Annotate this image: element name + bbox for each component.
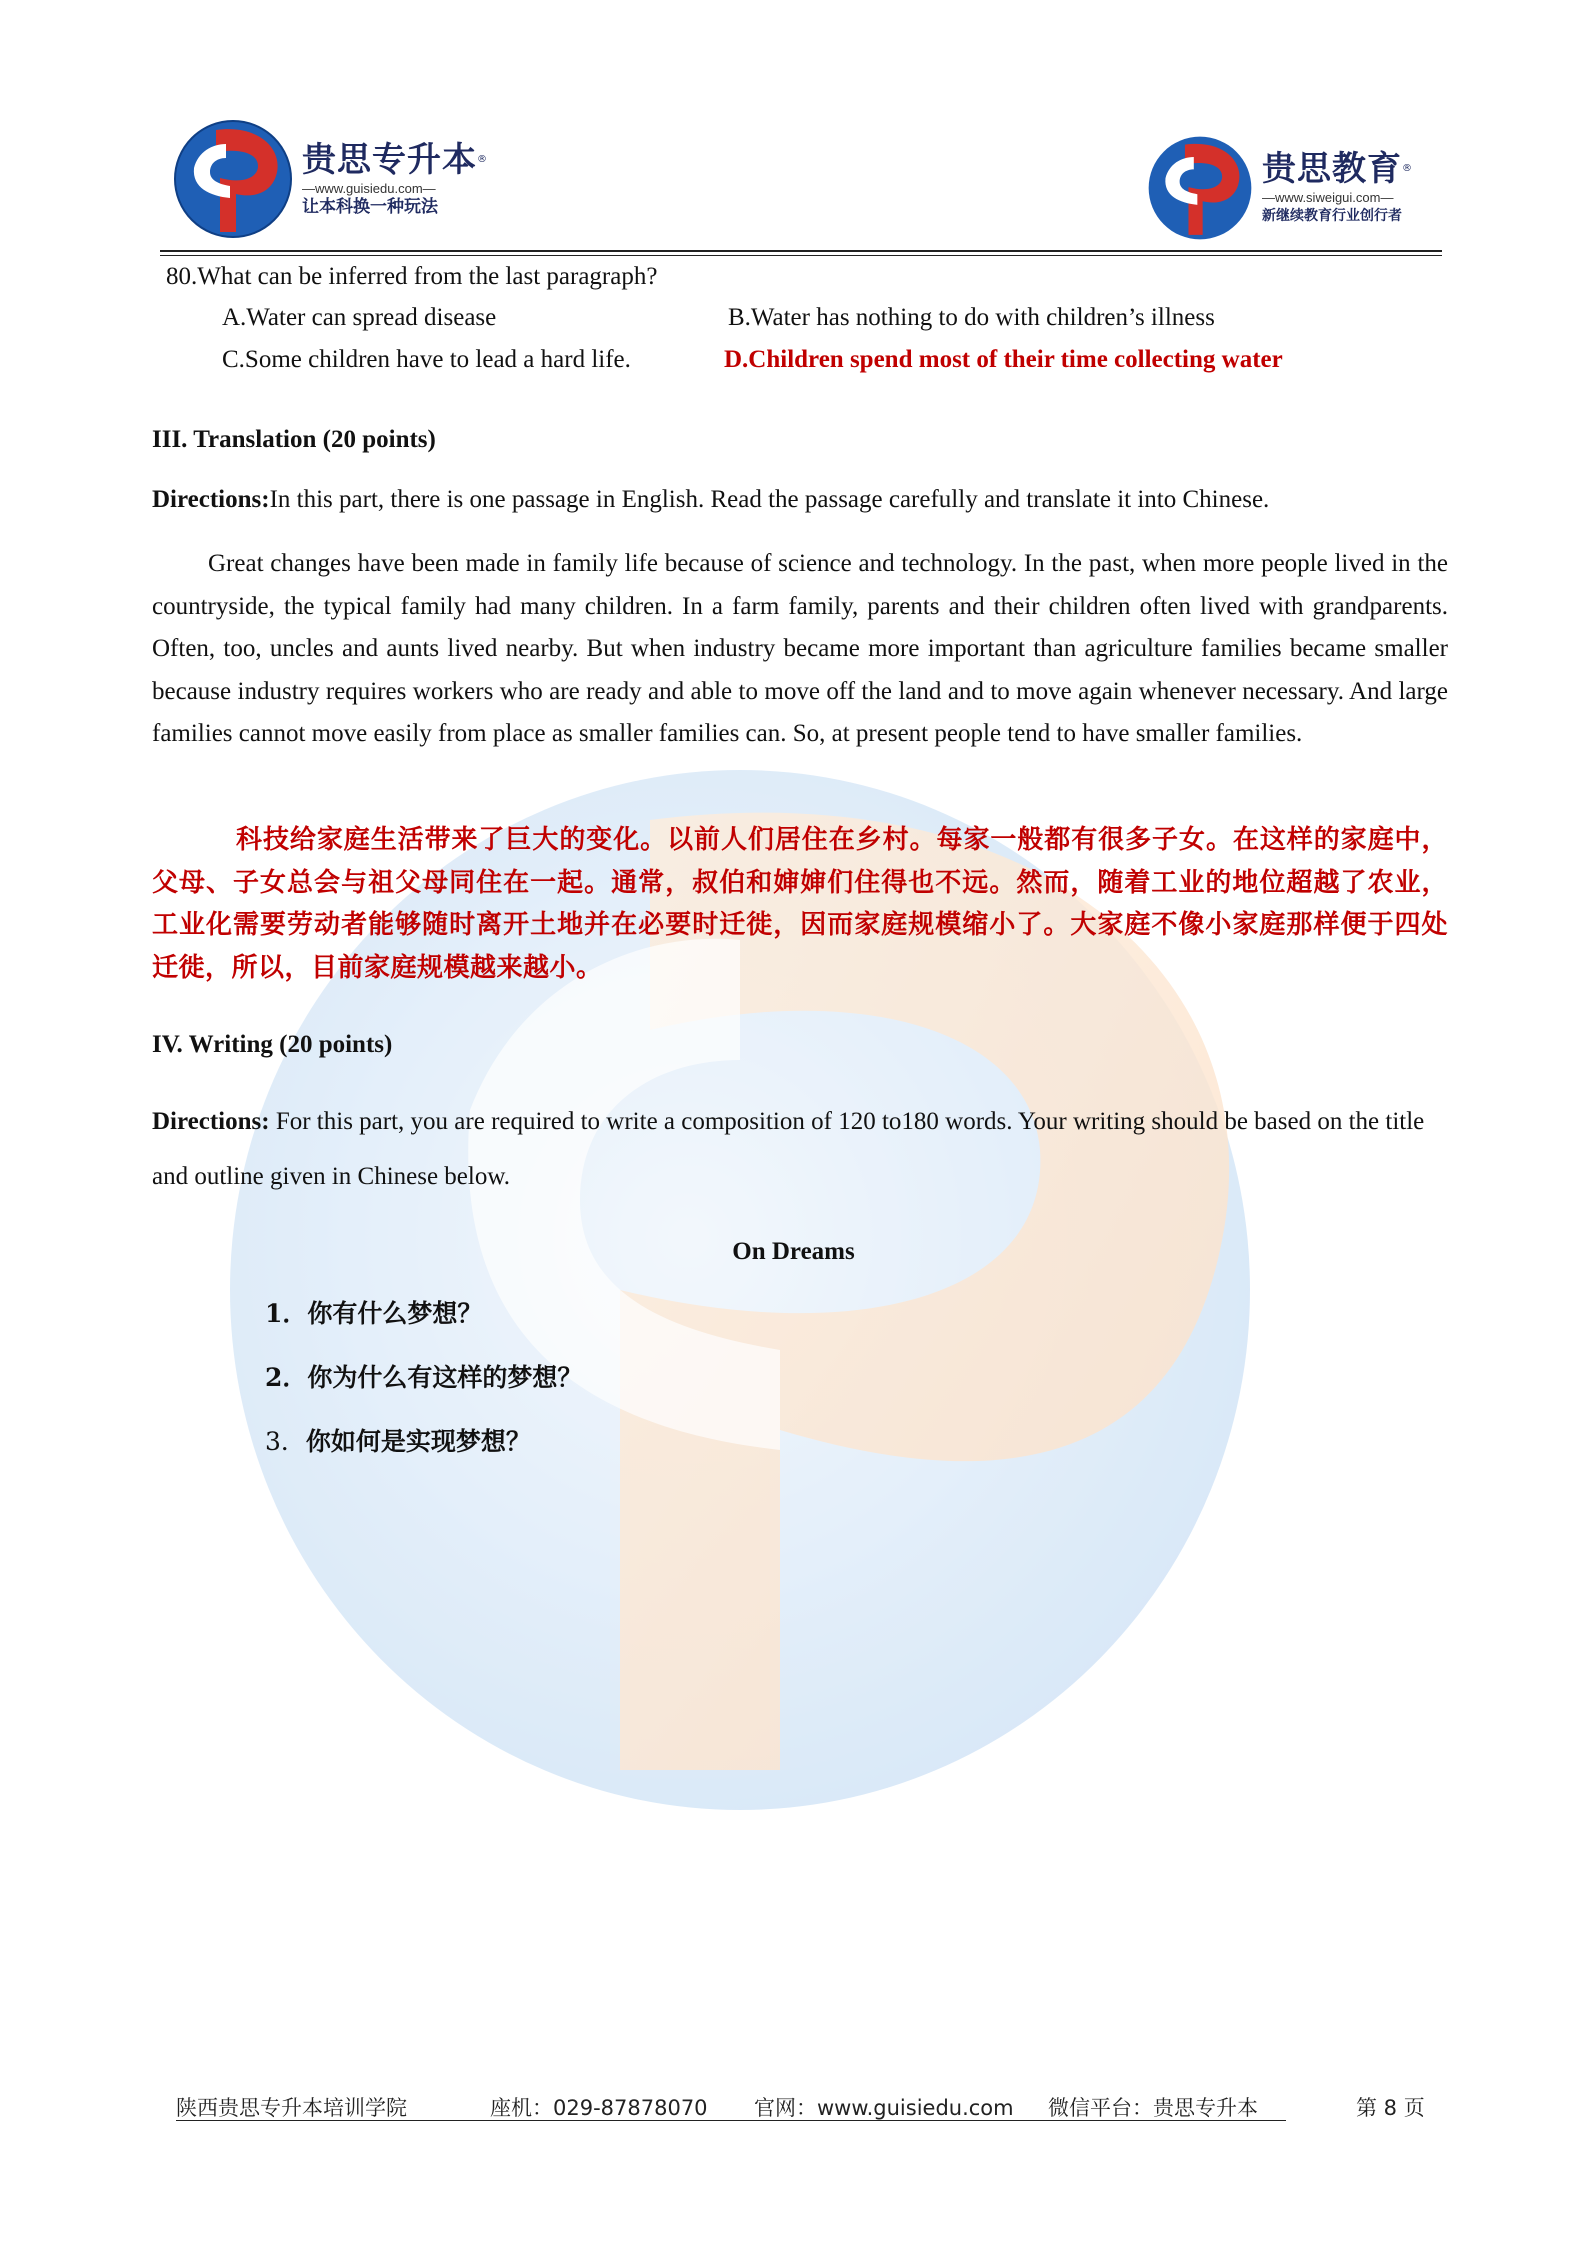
header-rule-bottom: [160, 255, 1442, 256]
header-rule-top: [160, 250, 1442, 252]
writing-title: On Dreams: [732, 1238, 855, 1265]
header-logo-right: [1146, 134, 1413, 242]
footer-underline: [176, 2120, 1286, 2121]
translation-directions: Directions:In this part, there is one passage in English. Read the passage carefully and translate it into Chinese.: [152, 486, 1270, 513]
question-80-option-d-answer: D.Children spend most of their time collecting water: [724, 346, 1283, 373]
footer-wechat: 微信平台：贵思专升本: [1048, 2096, 1258, 2120]
question-80-stem: 80.What can be inferred from the last paragraph?: [166, 263, 658, 290]
question-80-option-b: B.Water has nothing to do with children’s illness: [728, 304, 1215, 331]
question-80-option-c: C.Some children have to lead a hard life.: [222, 346, 631, 373]
header-logo-left: [172, 118, 488, 240]
footer-school: 陕西贵思专升本培训学院: [176, 2096, 407, 2120]
translation-passage: Great changes have been made in family life because of science and technology. In the past, when more people lived in the countryside, the typical family had many children. In a farm family, parents and their children often lived with grandparents. Often, too, uncles and aunts lived nearby. But when industry became more important than agriculture families became smaller because industry requires workers who are ready and able to move off the land and to move again whenever necessary. And large families cannot move easily from place as smaller families can. So, at present people tend to have smaller families.: [152, 550, 1448, 747]
translation-answer: 科技给家庭生活带来了巨大的变化。以前人们居住在乡村。每家一般都有很多子女。在这样的家庭中，父母、子女总会与祖父母同住在一起。通常，叔伯和婶婶们住得也不远。然而，随着工业的地位超越了农业，工业化需要劳动者能够随时离开土地并在必要时迁徙，因而家庭规模缩小了。大家庭不像小家庭那样便于四处迁徙，所以，目前家庭规模越来越小。: [152, 825, 1448, 983]
writing-directions: Directions: For this part, you are required to write a composition of 120 to180 words. Your writing should be based on the title and outline given in Chinese below.: [152, 1108, 1425, 1190]
outline-item-1: 1．你有什么梦想？: [265, 1299, 483, 1328]
left-logo-name: 贵思专升本®: [302, 139, 488, 180]
outline-item-3: 3．你如何是实现梦想？: [265, 1427, 531, 1456]
right-logo-slogan: 新继续教育行业创行者: [1262, 207, 1402, 224]
right-logo-url: —www.siweigui.com—: [1262, 189, 1394, 205]
translation-heading: III. Translation (20 points): [152, 426, 436, 453]
outline-item-2: 2．你为什么有这样的梦想？: [265, 1363, 583, 1392]
writing-heading: IV. Writing (20 points): [152, 1031, 393, 1058]
footer-page-number: 第 8 页: [1356, 2096, 1425, 2120]
question-80-option-a: A.Water can spread disease: [222, 304, 497, 331]
siwei-s-logo-icon: [1146, 134, 1254, 242]
right-logo-name: 贵思教育®: [1262, 148, 1413, 189]
guisi-s-logo-icon: [172, 118, 294, 240]
footer-phone: 座机：029-87878070: [490, 2096, 708, 2120]
footer-website: 官网：www.guisiedu.com: [754, 2096, 1014, 2120]
left-logo-url: —www.guisiedu.com—: [302, 180, 436, 196]
left-logo-slogan: 让本科换一种玩法: [302, 196, 438, 217]
